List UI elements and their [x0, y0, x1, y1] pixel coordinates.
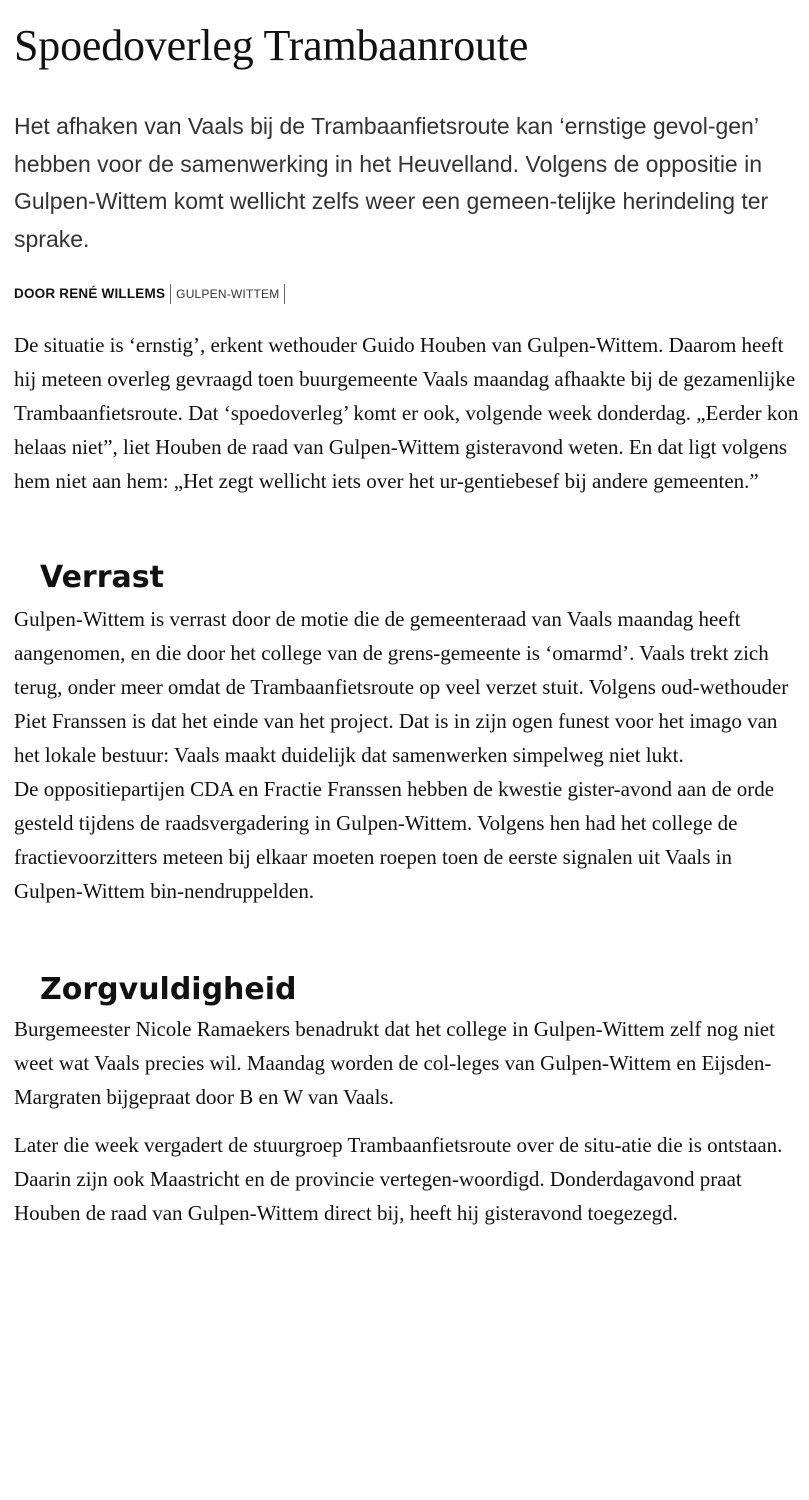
article-lead: Het afhaken van Vaals bij de Trambaanfietsroute kan ‘ernstige gevol-gen’ hebben voor de samenwerking in het Heuvelland. Volgens de oppositie in Gulpen-Wittem komt wellicht zelfs weer een gemeen-telijke herindeling ter sprake.: [14, 113, 769, 252]
byline-divider: [170, 284, 171, 304]
section2-paragraph1: Burgemeester Nicole Ramaekers benadrukt dat het college in Gulpen-Wittem zelf nog niet weet wat Vaals precies wil. Maandag worden de col-leges van Gulpen-Wittem en Eijsden-Margraten bijgepraat door B en W van Vaals.: [14, 1017, 775, 1109]
section1-paragraph2: De oppositiepartijen CDA en Fractie Franssen hebben de kwestie gister-avond aan de orde gesteld tijdens de raadsvergadering in Gulpen-Wittem. Volgens hen had het college de fractievoorzitters meteen bij elkaar moeten roepen toen de eerste signalen uit Vaals in Gulpen-Wittem bin-nendruppelden.: [14, 777, 775, 903]
byline-divider-end: [284, 284, 285, 304]
section2-paragraph2: Later die week vergadert de stuurgroep Trambaanfietsroute over de situ-atie die is ontstaan. Daarin zijn ook Maastricht en de provincie vertegen-woordigd. Donderdagavond praat Houben de raad van Gulpen-Wittem direct bij, heeft hij gisteravond toegezegd.: [14, 1133, 783, 1225]
section1-paragraph1: Gulpen-Wittem is verrast door de motie die de gemeenteraad van Vaals maandag heeft aangenomen, en die door het college van de grens-gemeente is ‘omarmd’. Vaals trekt zich terug, onder meer omdat de Trambaanfietsroute op veel verzet stuit. Volgens oud-wethouder Piet Franssen is dat het einde van het project. Dat is in zijn ogen funest voor het imago van het lokale bestuur: Vaals maakt duidelijk dat samenwerken simpelweg niet lukt.: [14, 607, 789, 767]
section-heading-verrast: Verrast: [40, 560, 164, 595]
byline-author: DOOR RENÉ WILLEMS: [14, 286, 166, 301]
byline: [14, 284, 809, 304]
section-heading-zorgvuldigheid: Zorgvuldigheid: [40, 972, 297, 1007]
byline-place: GULPEN-WITTEM: [176, 287, 280, 301]
article-title: Spoedoverleg Trambaanroute: [14, 21, 529, 70]
intro-paragraph: De situatie is ‘ernstig’, erkent wethouder Guido Houben van Gulpen-Wittem. Daarom heeft hij meteen overleg gevraagd toen buurgemeente Vaals maandag afhaakte bij de gezamenlijke Trambaanfietsroute. Dat ‘spoedoverleg’ komt er ook, volgende week donderdag. „Eerder kon helaas niet”, liet Houben de raad van Gulpen-Wittem gisteravond weten. En dat ligt volgens hem niet aan hem: „Het zegt wellicht iets over het ur-gentiebesef bij andere gemeenten.”: [14, 333, 799, 493]
